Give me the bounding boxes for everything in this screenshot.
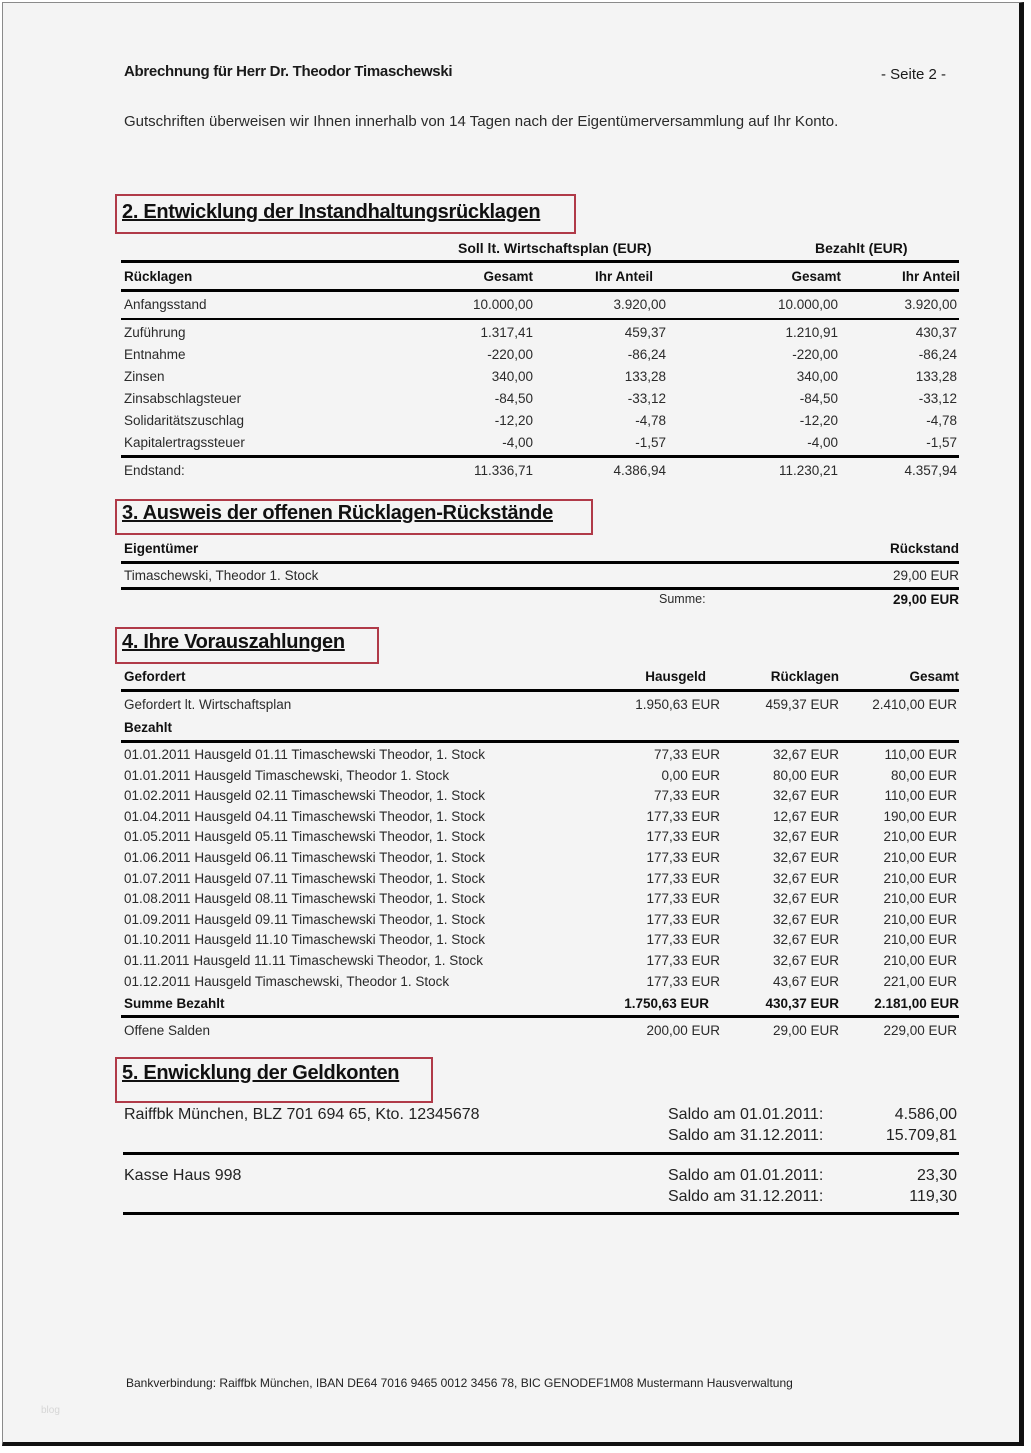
cell: 177,33 EUR: [646, 953, 720, 968]
cell: 32,67 EUR: [772, 932, 839, 948]
page-number: - Seite 2 -: [881, 66, 947, 83]
paid-subheader: Bezahlt: [124, 720, 173, 735]
cell: 177,33 EUR: [646, 891, 720, 907]
column-header-ruecklagen: Rücklagen: [770, 669, 839, 684]
row-label: Anfangsstand: [124, 297, 207, 312]
balance-label: Saldo am 31.12.2011:: [668, 1188, 824, 1205]
row-label: Zinsen: [124, 369, 165, 384]
cell: 110,00 EUR: [884, 747, 957, 762]
cell: -12,20: [799, 413, 838, 428]
group-header-bezahlt: Bezahlt (EUR): [815, 240, 908, 256]
cell: 32,67 EUR: [772, 747, 839, 762]
row-label: Offene Salden: [124, 1023, 211, 1038]
cell: -4,00: [807, 435, 838, 450]
cell: -4,78: [635, 413, 666, 428]
owner-name: Timaschewski, Theodor 1. Stock: [124, 568, 319, 583]
cell: 459,37: [624, 325, 666, 340]
payment-description: 01.09.2011 Hausgeld 09.11 Timaschewski Theodor, 1. Stock: [124, 911, 485, 927]
cell: 3.920,00: [904, 297, 957, 312]
balance-label: Saldo am 01.01.2011:: [668, 1167, 824, 1184]
divider: [121, 260, 959, 263]
balance-value: 119,30: [909, 1188, 957, 1205]
column-header-bezahlt-gesamt: Gesamt: [791, 269, 841, 284]
balance-label: Saldo am 01.01.2011:: [668, 1106, 824, 1123]
cell: 11.230,21: [778, 463, 838, 478]
sum-label: Summe:: [659, 592, 706, 606]
column-header-gesamt: Gesamt: [909, 669, 959, 684]
section-4-title: 4. Ihre Vorauszahlungen: [122, 631, 345, 653]
row-label: Summe Bezahlt: [124, 996, 225, 1011]
cell: 221,00 EUR: [883, 973, 957, 989]
divider: [123, 1152, 959, 1155]
balance-label: Saldo am 31.12.2011:: [668, 1127, 824, 1144]
cell: 32,67 EUR: [772, 788, 839, 804]
cell: 1.317,41: [480, 325, 533, 340]
cell: -220,00: [487, 347, 533, 362]
payment-description: 01.12.2011 Hausgeld Timaschewski, Theodor 1. Stock: [124, 973, 450, 989]
payment-description: 01.06.2011 Hausgeld 06.11 Timaschewski Theodor, 1. Stock: [124, 850, 485, 865]
column-header-gefordert: Gefordert: [124, 669, 186, 684]
cell: 11.336,71: [473, 463, 533, 478]
cell: 2.181,00 EUR: [874, 996, 959, 1011]
balance-value: 23,30: [916, 1167, 957, 1184]
divider: [121, 1015, 959, 1018]
cell: -1,57: [926, 435, 957, 450]
cell: 77,33 EUR: [653, 788, 720, 804]
group-header-soll: Soll lt. Wirtschaftsplan (EUR): [458, 240, 652, 256]
cell: 0,00 EUR: [661, 767, 720, 783]
payment-description: 01.01.2011 Hausgeld Timaschewski, Theodor 1. Stock: [124, 767, 450, 783]
row-label: Endstand:: [124, 463, 185, 478]
document-page: [2, 2, 1024, 1446]
row-label: Entnahme: [124, 347, 186, 362]
cell: 4.357,94: [904, 463, 957, 478]
cell: 210,00 EUR: [883, 829, 957, 845]
payment-description: 01.08.2011 Hausgeld 08.11 Timaschewski Theodor, 1. Stock: [124, 891, 485, 907]
column-header-ruecklagen: Rücklagen: [124, 269, 193, 284]
column-header-soll-anteil: Ihr Anteil: [594, 269, 653, 284]
column-header-rueckstand: Rückstand: [889, 541, 959, 556]
payment-description: 01.01.2011 Hausgeld 01.11 Timaschewski Theodor, 1. Stock: [124, 747, 485, 762]
payment-description: 01.02.2011 Hausgeld 02.11 Timaschewski Theodor, 1. Stock: [124, 788, 485, 804]
payment-description: 01.11.2011 Hausgeld 11.11 Timaschewski Theodor, 1. Stock: [124, 953, 483, 968]
column-header-bezahlt-anteil: Ihr Anteil: [901, 269, 960, 284]
cell: -84,50: [494, 391, 533, 406]
row-label: Solidaritätszuschlag: [124, 413, 245, 428]
column-header-eigentuemer: Eigentümer: [124, 541, 199, 556]
cell: -33,12: [918, 391, 957, 406]
cell: 177,33 EUR: [646, 973, 720, 989]
cell: 32,67 EUR: [772, 829, 839, 845]
row-label: Zuführung: [124, 325, 186, 340]
bank-details-footer: Bankverbindung: Raiffbk München, IBAN DE64 7016 9465 0012 3456 78, BIC GENODEF1M08 Mustermann Hausverwaltung: [126, 1376, 793, 1390]
sum-value: 29,00 EUR: [892, 592, 959, 607]
section-3-title: 3. Ausweis der offenen Rücklagen-Rückstände: [122, 502, 553, 524]
balance-value: 4.586,00: [894, 1106, 957, 1123]
cell: -86,24: [918, 347, 957, 362]
section-5-title: 5. Enwicklung der Geldkonten: [122, 1062, 400, 1084]
cell: 32,67 EUR: [772, 870, 839, 886]
cell: 32,67 EUR: [772, 953, 839, 968]
cell: 1.950,63 EUR: [635, 697, 720, 712]
cell: 80,00 EUR: [890, 767, 957, 783]
cell: 210,00 EUR: [883, 891, 957, 907]
cell: 1.210,91: [785, 325, 838, 340]
cell: 77,33 EUR: [653, 747, 720, 762]
cell: -1,57: [635, 435, 666, 450]
cell: 29,00 EUR: [772, 1023, 839, 1038]
cell: 80,00 EUR: [772, 767, 839, 783]
cell: -12,20: [494, 413, 533, 428]
cell: -4,00: [502, 435, 533, 450]
cell: 229,00 EUR: [883, 1023, 957, 1038]
watermark: blog: [41, 1405, 60, 1416]
cell: 200,00 EUR: [646, 1023, 720, 1038]
row-label: Kapitalertragssteuer: [124, 435, 245, 450]
cell: 10.000,00: [777, 297, 838, 312]
divider: [121, 689, 959, 692]
column-header-hausgeld: Hausgeld: [645, 669, 706, 684]
cell: 3.920,00: [613, 297, 666, 312]
cell: 177,33 EUR: [646, 850, 720, 865]
cell: 1.750,63 EUR: [624, 996, 709, 1011]
payment-description: 01.10.2011 Hausgeld 11.10 Timaschewski Theodor, 1. Stock: [124, 932, 485, 948]
column-header-soll-gesamt: Gesamt: [483, 269, 533, 284]
cell: 190,00 EUR: [883, 808, 957, 824]
cell: 110,00 EUR: [884, 788, 957, 804]
cell: 430,37: [915, 325, 957, 340]
cell: 210,00 EUR: [883, 870, 957, 886]
divider: [121, 561, 959, 564]
balance-value: 15.709,81: [885, 1127, 957, 1144]
payment-description: 01.04.2011 Hausgeld 04.11 Timaschewski Theodor, 1. Stock: [124, 808, 485, 824]
cell: 177,33 EUR: [646, 870, 720, 886]
arrears-value: 29,00 EUR: [892, 568, 959, 583]
cell: 430,37 EUR: [765, 996, 839, 1011]
cell: 340,00: [796, 369, 838, 384]
cell: 210,00 EUR: [883, 850, 957, 865]
cell: 32,67 EUR: [772, 911, 839, 927]
cell: 12,67 EUR: [772, 808, 839, 824]
cell: 210,00 EUR: [883, 932, 957, 948]
cell: 340,00: [491, 369, 533, 384]
cell: 4.386,94: [613, 463, 666, 478]
cell: 32,67 EUR: [772, 850, 839, 865]
account-name: Raiffbk München, BLZ 701 694 65, Kto. 12345678: [124, 1106, 480, 1123]
payment-description: 01.07.2011 Hausgeld 07.11 Timaschewski Theodor, 1. Stock: [124, 870, 485, 886]
cell: 177,33 EUR: [646, 911, 720, 927]
account-name: Kasse Haus 998: [124, 1167, 242, 1184]
divider: [121, 740, 959, 743]
section-2-title: 2. Entwicklung der Instandhaltungsrücklagen: [122, 201, 541, 223]
divider: [121, 587, 959, 590]
cell: -84,50: [799, 391, 838, 406]
cell: -4,78: [926, 413, 957, 428]
cell: 459,37 EUR: [765, 697, 839, 712]
cell: 210,00 EUR: [883, 953, 957, 968]
cell: 177,33 EUR: [646, 808, 720, 824]
divider: [123, 1212, 959, 1215]
cell: -86,24: [627, 347, 666, 362]
divider: [121, 455, 959, 458]
cell: 32,67 EUR: [772, 891, 839, 907]
divider: [121, 318, 959, 320]
document-title: Abrechnung für Herr Dr. Theodor Timaschewski: [124, 63, 453, 80]
cell: 177,33 EUR: [646, 932, 720, 948]
cell: 177,33 EUR: [646, 829, 720, 845]
cell: 43,67 EUR: [772, 973, 839, 989]
cell: 210,00 EUR: [883, 911, 957, 927]
cell: 2.410,00 EUR: [872, 697, 957, 712]
intro-text: Gutschriften überweisen wir Ihnen innerhalb von 14 Tagen nach der Eigentümerversammlung auf Ihr Konto.: [124, 113, 839, 130]
divider: [121, 289, 959, 292]
cell: -220,00: [792, 347, 838, 362]
row-label: Gefordert lt. Wirtschaftsplan: [124, 697, 292, 712]
cell: 133,28: [915, 369, 957, 384]
payment-description: 01.05.2011 Hausgeld 05.11 Timaschewski Theodor, 1. Stock: [124, 829, 485, 845]
cell: 133,28: [624, 369, 666, 384]
row-label: Zinsabschlagsteuer: [124, 391, 242, 406]
cell: -33,12: [627, 391, 666, 406]
cell: 10.000,00: [472, 297, 533, 312]
